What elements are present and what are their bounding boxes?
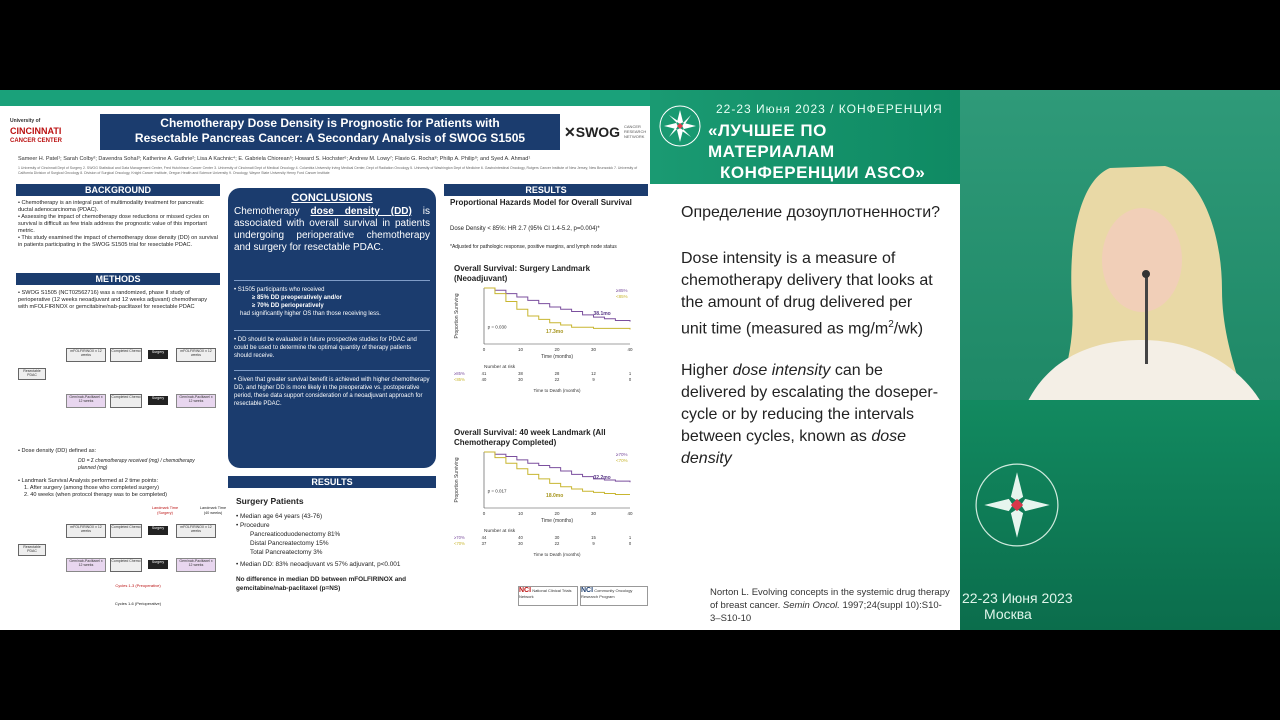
poster-title: Chemotherapy Dose Density is Prognostic for Patients with Resectable Pancreas Cancer: A Secondary Analysis of SWOG S1505 [100,114,560,150]
dose-density-definition: • Dose density (DD) defined as: [18,448,97,454]
nci-ncorp-logo: NCI Community Oncology Research Program [580,586,648,606]
annotation-pvalue: p = 0.030 [487,324,507,330]
conference-date: 22-23 Июня 2023 / КОНФЕРЕНЦИЯ [716,102,943,116]
russco-logo-icon [658,104,702,148]
podium-logo-icon [972,460,1062,550]
results-right-title: RESULTS [444,184,648,196]
risk-value: 38 [518,371,523,376]
conclusions-main: Chemotherapy dose density (DD) is associated with overall survival in patients undergoing perioperative chemotherapy and surgery for resectable PDAC. [234,206,431,253]
poster: University of CINCINNATI CANCER CENTER Chemotherapy Dose Density is Prognostic for Patients with Resectable Pancreas Cancer: A Secondary Analysis of SWOG S1505 ✕SWOG CANCER RESEARCH NETWORK Sameer H. Patel¹; Sarah Colby²; Davendra Sohal³; Katherine A. Guthrie²; Lisa A Kachnic⁴; E. Gabriela Chiorean⁵; Howard S. Hochster⁶; Andrew M. Lowy⁷; Flavio G. Rocha⁸; Philip A. Philip⁹; and Syed A. Ahmad¹ 1 University of Cincinnati Dept of Surgery 2. SWOG Statistical and Data Management Center, Fred Hutchinson Cancer Center 3. University of Cincinnati Dept of Medical Oncology 4. Columbia University Irving Medical Center, Dept of Radiation Oncology 5. University of Washington Dept of Medicine 6. Gastrointestinal Oncology, Rutgers Cancer Institute of New Jersey, New Brunswick 7. University of California Division of Surgical Oncology 8. Division of Surgical Oncology, Knight Cancer Institute, Oregon Health and Science University 9. Oncology, Wayne State University Henry Ford Cancer Institute BACKGROUND • Chemotherapy is an integral part of multimodality treatment for pancreatic ductal adenocarcinoma (PDAC). • Assessing the impact of chemotherapy dose reductions or missed cycles on survival is difficult as few trials address the prognostic value of this important metric. • This study examined the impact of chemotherapy dose density (DD) on survival in patients participating in the SWOG S1505 trial for resectable PDAC. METHODS • SWOG S1505 (NCT02562716) was a randomized, phase II study of perioperative (12 weeks neoadjuvant and 12 weeks adjuvant) chemotherapy with mFOLFIRINOX or gemcitabine/nab-paclitaxel for resectable PDAC Resectable PDAC mFOLFIRINOX x 12 weeks Gem/nab-Paclitaxel x 12 weeks Completed Chemo Completed Chemo Surgery Surgery mFOLFIRINOX x 12 weeks Gem/nab-Paclitaxel x 12 weeks • Dose density (DD) defined as: DD = Σ chemotherapy received (mg) / chemotherapy planned (mg) • Landmark Survival Analysis performed at 2 time points: 1. After surgery (among those who completed surgery) 2. 40 weeks (when protocol therapy was to be completed) Landmark Time (Surgery) Landmark Time (40 weeks) Resectable PDAC mFOLFIRINOX x 12 weeks Gem/nab-Paclitaxel x 12 weeks Completed Chemo Completed Chemo Surgery Surgery mFOLFIRINOX x 12 weeks Gem/nab-Paclitaxel x 12 weeks Cycles 1-3 (Preoperative) Cycles 1-6 (Perioperative) CONCLUSIONS Chemotherapy dose density (DD) is associated with overall survival in patients undergoing perioperative chemotherapy and surgery for resectable PDAC. • S1505 participants who received ≥ 85% DD preoperatively and/or ≥ 70% DD perioperatively had significantly higher OS than those receiving less. • DD should be evaluated in future prospective studies for PDAC and could be used to determine the optimal quantity of therapy patients should receive. • Given that greater survival benefit is achieved with higher chemotherapy DD, and higher DD is more likely in the preoperative vs. postoperative period, these data support consideration of a neoadjuvant approach for resectable PDAC. RESULTS Surgery Patients • Median age 64 years (43-76) • Procedure Pancreaticoduodenectomy 81% Distal Pancreatectomy 15% Total Pancreatectomy 3% • Median DD: 83% neoadjuvant vs 57% adjuvant, p<0.001 No difference in median DD between mFOLFIRINOX and gemcitabine/nab-paclitaxel (p=NS) RESULTS Proportional Hazards Model for Overall Survival Dose Density < 85%: HR 2.7 (95% CI 1.4-5.2, p=0.004)* *Adjusted for pathologic response, positive margins, and lymph node status Overall Survival: Surgery Landmark (Neoadjuvant) Proportion Surviving 0 10 20 30 40 Time (months) ≥85% <85% 38.1mo 17.3mo p = 0.030 Number at risk ≥85% 41 38 28 12 1 <85% 40 30 22 9 0 Time to Death (months) Overall Survival: 40 week Landmark (All Chemotherapy Completed) Proportion Surviving 0 10 20 30 40 Time (months) ≥70% <70% 32.2mo 18.0mo p = 0.017 Number at risk ≥70% 44 40 30 15 1 <70% 37 30 22 9 0 Time to Death (months) NCI National Clinical Trials Network NCI Community Oncology Research Program [8,110,650,624]
conclusion-point-3: • Given that greater survival benefit is achieved with higher chemotherapy DD, and higher DD is more likely in the preoperative vs. postoperative period, these data support consideration of a neoadjuvant approach for resectable PDAC. [234,377,430,407]
risk-value: 40 [481,377,487,382]
x-tick-label: 10 [517,347,524,352]
chart-2-title: Overall Survival: 40 week Landmark (All Chemotherapy Completed) [454,428,606,447]
conclusion-point-1: • S1505 participants who received ≥ 85% DD preoperatively and/or ≥ 70% DD perioperatively had significantly higher OS than those receiving less. [234,287,381,317]
risk-table-label: Number at risk [484,365,516,370]
risk-value: 30 [554,535,560,540]
ph-model-title: Proportional Hazards Model for Overall Survival [450,198,632,207]
risk-value: 44 [481,535,487,540]
risk-value: 9 [592,377,595,382]
risk-row-label: ≥85% [454,371,465,376]
risk-value: 0 [628,541,632,546]
annotation-pvalue: p = 0.017 [487,488,507,494]
risk-value: 40 [518,535,523,540]
background-text: • Chemotherapy is an integral part of multimodality treatment for pancreatic ductal adenocarcinoma (PDAC). • Assessing the impact of chemotherapy dose reductions or missed cycles on survival is difficult as few trials address the prognostic value of this important metric. • This study examined the impact of chemotherapy dose density (DD) on survival in patients participating in the SWOG S1505 trial for resectable PDAC. [18,200,218,248]
surgery-patients-list: • Median age 64 years (43-76) • Procedure Pancreaticoduodenectomy 81% Distal Pancreatectomy 15% Total Pancreatectomy 3% • Median DD: 83% neoadjuvant vs 57% adjuvant, p<0.001 No difference in median DD between mFOLFIRINOX and gemcitabine/nab-paclitaxel (p=NS) [236,513,407,592]
slide-reference: Norton L. Evolving concepts in the systemic drug therapy of breast cancer. Semin Oncol. 1997;24(suppl 10):S10-3–S10-10 [710,587,950,624]
km-chart-surgery-landmark [450,284,646,412]
letterbox-top [0,0,1280,90]
annotation-median-high: 32.2mo [593,474,611,481]
presentation-slide [0,90,960,630]
background-title: BACKGROUND [16,184,220,196]
risk-value: 30 [518,377,523,382]
risk-value: 30 [518,541,523,546]
letterbox-bottom [0,630,1280,720]
methods-text: • SWOG S1505 (NCT02562716) was a randomized, phase II study of perioperative (12 weeks neoadjuvant and 12 weeks adjuvant) chemotherapy with mFOLFIRINOX or gemcitabine/nab-paclitaxel for resectable PDAC [18,290,208,310]
risk-value: 41 [481,371,487,376]
x-tick-label: 0 [482,347,486,352]
annotation-median-low: 17.3mo [546,328,564,335]
risk-value: 28 [554,371,560,376]
x-tick-label: 40 [627,347,633,352]
surgery-patients-heading: Surgery Patients [236,496,304,506]
ph-model-note: *Adjusted for pathologic response, positive margins, and lymph node status [450,244,617,250]
conclusions-box [228,188,436,468]
uc-cancer-center-logo: University of CINCINNATI CANCER CENTER [10,118,63,144]
risk-value: 1 [628,535,632,540]
legend-entry: ≥70% [616,452,628,457]
risk-value: 9 [592,541,595,546]
x-tick-label: 10 [517,511,524,516]
conference-banner [650,90,960,184]
x-tick-label: 20 [554,511,560,516]
conclusions-title: CONCLUSIONS [291,192,373,204]
risk-x-label: Time to Death (months) [533,552,581,557]
risk-row-label: ≥70% [454,535,465,540]
x-tick-label: 30 [590,347,597,352]
series-line-1 [484,288,630,329]
poster-authors: Sameer H. Patel¹; Sarah Colby²; Davendra Sohal³; Katherine A. Guthrie²; Lisa A Kachnic⁴; E. Gabriela Chiorean⁵; Howard S. Hochster⁶; Andrew M. Lowy⁷; Flavio G. Rocha⁸; Philip A. Philip⁹; and Syed A. Ahmad¹ [18,156,531,162]
risk-value: 0 [628,377,632,382]
swog-x-icon: ✕ [564,124,576,140]
annotation-median-high: 38.1mo [593,310,611,317]
risk-value: 12 [591,371,596,376]
y-axis-label: Proportion Surviving [454,457,460,503]
chart-1-title: Overall Survival: Surgery Landmark (Neoadjuvant) [454,264,591,283]
slide-paragraph-2: Higher dose intensity can be delivered by escalating the doseper- cycle or by reducing the intervals between cycles, known as dose density [681,362,939,467]
landmark-analysis-text: • Landmark Survival Analysis performed at 2 time points: 1. After surgery (among those who completed surgery) 2. 40 weeks (when protocol therapy was to be completed) [18,478,168,498]
speaker-video [960,90,1280,630]
x-tick-label: 0 [482,511,486,516]
conclusion-point-2: • DD should be evaluated in future prospective studies for PDAC and could be used to determine the optimal quantity of therapy patients should receive. [234,337,417,359]
legend-entry: ≥85% [616,288,628,293]
conference-title: «ЛУЧШЕЕ ПО МАТЕРИАЛАМ КОНФЕРЕНЦИИ ASCO» [708,121,926,182]
risk-value: 22 [554,541,560,546]
methods-title: METHODS [16,273,220,285]
risk-row-label: <85% [454,377,465,382]
swog-subtitle: CANCER RESEARCH NETWORK [624,124,647,139]
x-tick-label: 20 [554,347,560,352]
annotation-median-low: 18.0mo [546,492,564,499]
risk-table-label: Number at risk [484,529,516,534]
poster-affiliations: 1 University of Cincinnati Dept of Surgery 2. SWOG Statistical and Data Management Center, Fred Hutchinson Cancer Center 3. University of Cincinnati Dept of Medical Oncology 4. Columbia University Irving Medical Center, Dept of Radiation Oncology 5. University of Washington Dept of Medicine 6. Gastrointestinal Oncology, Rutgers Cancer Institute of New Jersey, New Brunswick 7. University of California Division of Surgical Oncology 8. Division of Surgical Oncology, Knight Cancer Institute, Oregon Health and Science University 9. Oncology, Wayne State University Henry Ford Cancer Institute [18,166,638,175]
x-axis-label: Time (months) [540,518,574,524]
header-strip [0,90,650,106]
podium-date: 22-23 Июня 2023 Москва [962,590,1073,622]
results-mid-title: RESULTS [228,476,436,488]
y-axis-label: Proportion Surviving [454,293,460,339]
dose-density-formula: DD = Σ chemotherapy received (mg) / chemotherapy planned (mg) [78,458,195,471]
risk-value: 1 [628,371,632,376]
legend-entry: <85% [616,294,628,299]
slide-question: Определение дозоуплотненности? [681,204,941,221]
nci-nctn-logo: NCI National Clinical Trials Network [518,586,578,606]
risk-row-label: <70% [454,541,465,546]
risk-value: 15 [591,535,596,540]
km-chart-40week-landmark [450,448,646,576]
swog-logo: ✕SWOG [564,124,621,140]
x-tick-label: 40 [627,511,633,516]
risk-value: 22 [554,377,560,382]
legend-entry: <70% [616,458,628,463]
slide-paragraph-1: Dose intensity is a measure of chemotherapy delivery that looks at the amount of drug delivered per unit time (measured as $mg/m^2/wk$) [681,250,933,338]
x-tick-label: 30 [590,511,597,516]
risk-value: 37 [481,541,487,546]
ph-model-result: Dose Density < 85%: HR 2.7 (95% CI 1.4-5.2, p=0.004)* [450,226,600,232]
risk-x-label: Time to Death (months) [533,388,581,393]
x-axis-label: Time (months) [540,354,574,360]
